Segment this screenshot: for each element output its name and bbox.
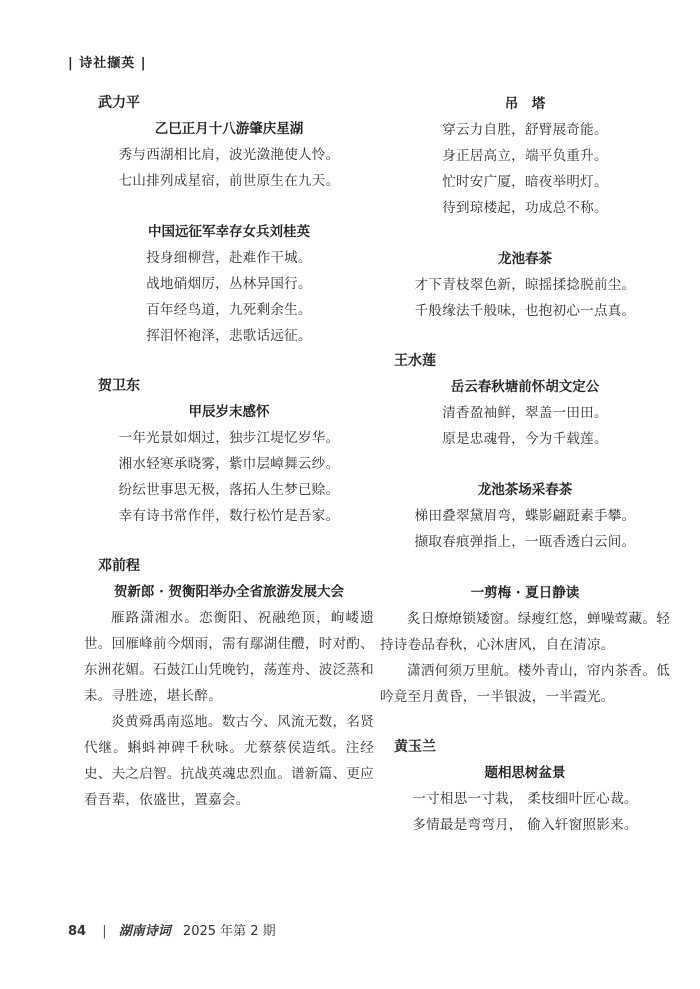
poem-title: 乙巳正月十八游肇庆星湖 [154, 121, 304, 137]
poem-line: 多情最是弯弯月， 偷入轩窗照影来。 [412, 817, 638, 833]
poem-line: 湘水轻寒承晓雾，紫巾层嶂舞云纱。 [118, 456, 340, 472]
poem-line: 千般缘法千般味，也抱初心一点真。 [414, 303, 636, 319]
poem-title: 甲辰岁末感怀 [188, 404, 270, 420]
poem-author: 王水莲 [394, 353, 436, 369]
poem-block [380, 581, 670, 710]
poem-line: 清香盈袖鲜，翠盖一田田。 [442, 405, 608, 421]
journal-name: 湖南诗词 [118, 924, 171, 939]
poem-block [84, 220, 374, 349]
poem-block [380, 247, 670, 324]
poem-line: 撷取春痕弹指上，一瓯香透白云间。 [414, 534, 636, 550]
poem-title: 题相思树盆景 [484, 765, 566, 781]
poem-text [84, 605, 374, 813]
poem-author: 贺卫东 [98, 378, 140, 394]
left-column [84, 92, 374, 839]
poem-title: 吊 塔 [504, 96, 546, 112]
poem-block [84, 117, 374, 194]
poem-title: 一剪梅 · 夏日静读 [470, 585, 580, 601]
right-column [380, 92, 670, 864]
poem-block [380, 761, 670, 838]
poem-paragraph: 雁路潇湘水。恋衡阳、祝融绝顶，岣嵝遗世。回雁峰前今烟雨，需有鄢湖佳醴，时对酌、东洲花媚。石鼓江山凭晚钓，荡莲舟、波泛蒸和耒。寻胜迹，堪长醉。 [84, 610, 374, 704]
poem-line: 秀与西湖相比肩，波光潋滟使人怜。 [118, 147, 340, 163]
poem-block [84, 400, 374, 529]
poem-line: 百年经鸟道，九死剩余生。 [146, 302, 312, 318]
poem-line: 一年光景如烟过，独步江堤忆岁华。 [118, 430, 340, 446]
poem-title: 中国远征军幸存女兵刘桂英 [148, 224, 310, 240]
poem-line: 梯田叠翠黛眉弯，蝶影翩跹素手攀。 [414, 508, 636, 524]
poem-line: 一寸相思一寸栽， 柔枝细叶匠心裁。 [412, 791, 638, 807]
poem-line: 原是忠魂骨，今为千载莲。 [442, 431, 608, 447]
footer-divider: | [102, 924, 107, 939]
poem-line: 待到琼楼起，功成总不称。 [442, 200, 608, 216]
poem-line: 才下青枝翠色新，晾摇揉捻脱前尘。 [414, 277, 636, 293]
poem-title: 岳云春秋塘前怀胡文定公 [450, 379, 600, 395]
poem-line: 战地硝烟厉，丛林异国行。 [146, 276, 312, 292]
poem-paragraph: 炎黄舜禹南巡地。数古今、风流无数，名贤代继。蝌蚪神碑千秋咏。尤蔡蔡侯造纸。注经史、夫之启智。抗战英魂忠烈血。谱新篇、更应看吾辈，依盛世，置嘉会。 [84, 714, 374, 808]
poem-title: 龙池茶场采春茶 [477, 482, 573, 498]
poem-title: 龙池春茶 [498, 251, 552, 267]
poem-line: 身正居高立，端平负重升。 [442, 148, 608, 164]
poem-line: 挥泪怀袍泽，悲歌话远征。 [146, 328, 312, 344]
issue-label: 2025 年第 2 期 [182, 924, 276, 939]
section-header: | 诗社撷英 | [68, 56, 147, 71]
poem-text [380, 606, 670, 710]
page-footer [68, 920, 276, 939]
page-number: 84 [68, 924, 87, 939]
poem-block [380, 92, 670, 221]
poem-line: 投身细柳营，赴难作干城。 [146, 250, 312, 266]
poem-title: 贺新郎 · 贺衡阳举办全省旅游发展大会 [113, 584, 345, 600]
poem-block [84, 580, 374, 813]
poem-author: 武力平 [98, 95, 140, 111]
poem-author: 黄玉兰 [394, 739, 436, 755]
poem-block [380, 375, 670, 452]
poem-line: 穿云力自胜，舒臂展奇能。 [442, 122, 608, 138]
poem-author: 邓前程 [98, 558, 140, 574]
poem-line: 幸有诗书常作伴，数行松竹是吾家。 [118, 508, 340, 524]
poem-line: 七山排列成星宿，前世原生在九天。 [118, 173, 340, 189]
poem-line: 忙时安广厦，暗夜举明灯。 [442, 174, 608, 190]
poem-paragraph: 潇洒何须万里航。楼外青山，帘内茶香。低吟竟至月黄昏，一半银波，一半霞光。 [380, 663, 670, 705]
poem-paragraph: 炙日燎燎锁矮窗。绿瘦红悠，蝉噪莺藏。轻持诗卷品春秋，心沐唐风，自在清凉。 [380, 611, 670, 653]
poem-line: 纷纭世事思无极，落拓人生梦已赊。 [118, 482, 340, 498]
poem-block [380, 478, 670, 555]
